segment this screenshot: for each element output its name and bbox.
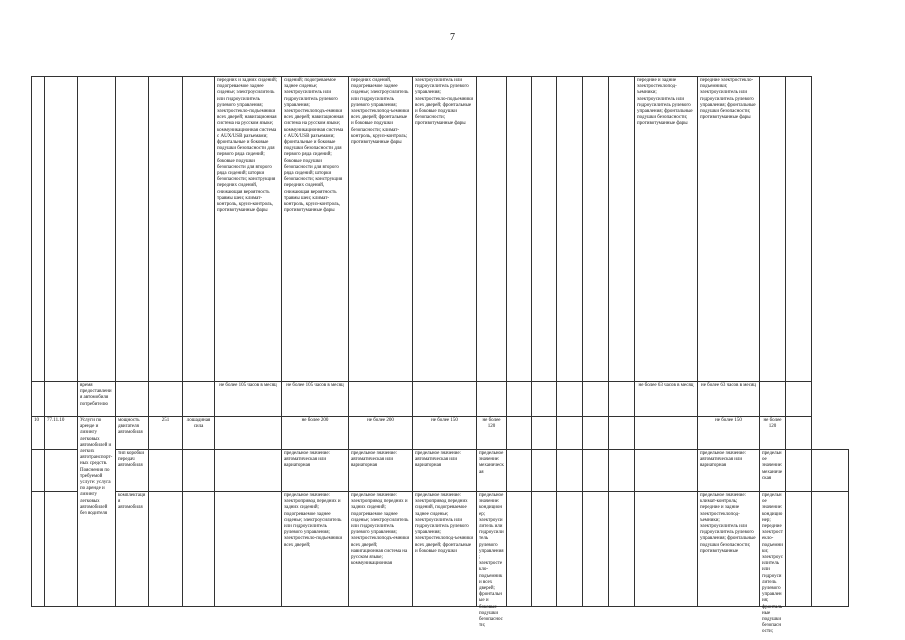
table-cell: не более 63 часов в месяц: [635, 382, 698, 417]
table-cell: [215, 450, 282, 492]
table-cell: [583, 417, 609, 450]
table-cell: [477, 382, 507, 417]
table-cell: [786, 77, 812, 382]
table-cell: [507, 492, 532, 607]
table-cell: [609, 77, 635, 382]
table-cell: предельное значение: автоматическая или вариаторная: [349, 450, 413, 492]
row-number: 10: [32, 417, 45, 450]
table-cell: [609, 492, 635, 607]
table-cell: [557, 492, 583, 607]
table-cell: не более 150: [413, 417, 477, 450]
table-cell: [812, 492, 849, 607]
table-cell: [557, 450, 583, 492]
table-cell: [32, 492, 45, 607]
table-cell: [760, 492, 786, 635]
table-cell: предельное значение: механическая: [760, 450, 786, 492]
table-cell: [32, 77, 45, 382]
table-cell: [698, 492, 760, 607]
table-cell: предельное значение: механическая: [477, 450, 507, 492]
table-cell: [635, 450, 698, 492]
table-cell: [149, 492, 183, 607]
cell-text: предельное значение: электропривод передних и задних сидений; подогреваемое заднее сиденье; электроусилитель или гидроусилитель рулевого управления; электростеклоподъ-емники всех дверей; навигационная система на русском языке; коммуникационная: [351, 493, 410, 567]
table-cell: [349, 492, 413, 607]
table-cell: не более 150: [698, 417, 760, 450]
table-cell: время предоставления автомобиля потребителю: [78, 382, 116, 417]
table-cell: [149, 450, 183, 492]
table-cell: [32, 382, 45, 417]
table-cell: передние электростекло-подъемники; электроусилитель или гидроусилитель рулевого управления; фронтальные подушки безопасности; противотуманные фары: [698, 77, 760, 382]
table-cell: [507, 450, 532, 492]
table-cell: [45, 77, 78, 382]
table-cell: не более 120: [477, 417, 507, 450]
table-cell: предельное значение: автоматическая или вариаторная: [698, 450, 760, 492]
table-cell: [786, 417, 812, 450]
table-cell: [507, 77, 532, 382]
table-cell: не более 105 часов в месяц: [215, 382, 282, 417]
table-cell: [183, 382, 215, 417]
table-cell: электроусилитель или гидроусилитель рулевого управления; электростекло-подъемники всех дверей; фронтальные и боковые подушки безопасности; противотуманные фары: [413, 77, 477, 382]
cell-text: предельное значение: кондиционер; электроусилитель или гидроусилитель рулевого управления; электростекло-подъемники всех дверей; фронтальные и боковые подушки безопасности;: [479, 493, 504, 629]
table-cell: [557, 382, 583, 417]
table-cell: [477, 77, 507, 382]
table-cell: [183, 77, 215, 382]
cell-text: предельное значение: кондиционер; передние электростекло-подъемники; электроусилитель или гидроусилитель рулевого управления; фронтальные подушки безопасности;: [762, 493, 783, 635]
table-cell: [149, 382, 183, 417]
table-cell: [413, 382, 477, 417]
table-cell: [760, 382, 786, 417]
table-cell: [45, 382, 78, 417]
table-cell: [45, 492, 78, 607]
table-row: [32, 417, 849, 450]
table-cell: [635, 492, 698, 607]
table-cell: не более 105 часов в месяц: [282, 382, 349, 417]
table-cell: [557, 77, 583, 382]
table-cell: [413, 492, 477, 607]
table-cell: [78, 77, 116, 382]
table-cell: предельное значение: автоматическая или вариаторная: [413, 450, 477, 492]
table-cell: [507, 417, 532, 450]
table-cell: не более 63 часов в месяц: [698, 382, 760, 417]
table-cell: [583, 382, 609, 417]
table-cell: не более 120: [760, 417, 786, 450]
table-row: [32, 492, 849, 607]
table-cell: предельное значение: автоматическая или вариаторная: [282, 450, 349, 492]
table-cell: [215, 492, 282, 607]
table-cell: [812, 450, 849, 492]
table-cell: [532, 77, 557, 382]
table-row: [32, 382, 849, 417]
table-cell: [609, 450, 635, 492]
table-cell: [507, 382, 532, 417]
table-cell: [349, 382, 413, 417]
table-cell: [532, 492, 557, 607]
table-cell: сидений; подогреваемое заднее сиденье; электроусилитель или гидроусилитель рулевого управления; электростеклоподъ-емники всех дверей; навигационная система на русском языке; коммуникационная система с AUX/USB разъемами; фронтальные и боковые подушки безопасности для первого ряда сидений; боковые подушки безопасности для второго ряда сидений; шторки безопасности; конструкция передних сидений, снижающая вероятность травмы шеи; климат-контроль, круиз-контроль, противотуманные фары: [282, 77, 349, 382]
table-cell: [609, 382, 635, 417]
table-cell: [282, 492, 349, 607]
table-cell: [116, 382, 149, 417]
table-cell: [786, 450, 812, 492]
table-cell: [532, 450, 557, 492]
unit-name: лошадиная сила: [183, 417, 215, 450]
table-cell: [786, 492, 812, 607]
service-name: Услуги по аренде и лизингу легковых автомобилей и легких автотранспорт-ных средств. Пояснения по требуемой услуге: услуга по аренде и лизингу легковых автомобилей без водителя: [78, 417, 116, 607]
table-cell: [32, 450, 45, 492]
table-cell: [215, 417, 282, 450]
table-cell: [583, 492, 609, 607]
table-cell: [183, 450, 215, 492]
table-cell: комплектация автомобиля: [116, 492, 149, 607]
table-cell: [760, 77, 786, 382]
table-cell: [786, 382, 812, 417]
table-cell: передних сидений, подогреваемое заднее сиденье; электроусилитель или гидроусилитель рулевого управления; электростеклопод-ъемники всех дверей; фронтальные и боковые подушки безопасности; климат-контроль, круиз-контроль; противотуманные фары: [349, 77, 413, 382]
cell-text: предельное значение: климат-контроль; передние и задние электростеклопод-ъемники; электроусилитель или гидроусилитель рулевого управления; фронтальные подушки безопасности; противотуманные: [700, 493, 756, 554]
table-cell: [45, 450, 78, 492]
table-cell: [583, 450, 609, 492]
cell-text: предельное значение: электропривод передних сидений, подогреваемое заднее сиденье; электроусилитель или гидроусилитель рулевого управления; электростеклопод-ъемники всех дверей; фронтальные и боковые подушки: [415, 493, 474, 554]
table-cell: [532, 417, 557, 450]
cell-text: предельное значение: электропривод передних и задних сидений; подогреваемое заднее сиденье; электроусилитель или гидроусилитель рулевого управления; электростекло-подъемники всех дверей;: [284, 493, 343, 548]
table-cell: [532, 382, 557, 417]
table-cell: [149, 77, 183, 382]
table-cell: [635, 417, 698, 450]
table-cell: тип коробки передач автомобиля: [116, 450, 149, 492]
table-cell: не более 200: [282, 417, 349, 450]
table-cell: передние и задние электростеклопод-ъемники; электроусилитель или гидроусилитель рулевого управления; фронтальные подушки безопасности; противотуманные фары: [635, 77, 698, 382]
table-cell: [183, 492, 215, 607]
table-cell: [609, 417, 635, 450]
table-cell: [583, 77, 609, 382]
table-row: [32, 77, 849, 382]
table-row: [32, 450, 849, 492]
table-cell: мощность двигателя автомобиля: [116, 417, 149, 450]
table-cell: [477, 492, 507, 629]
table-cell: [557, 417, 583, 450]
table-cell: [116, 77, 149, 382]
table-cell: передних и задних сидений; подогреваемое заднее сиденье; электроусилитель или гидроусилитель рулевого управления; электростекло-подъемники всех дверей; навигационная система на русском языке; коммуникационная система с AUX/USB разъемами; фронтальные и боковые подушки безопасности для первого ряда сидений; боковые подушки безопасности для второго ряда сидений; шторки безопасности; конструкция передних сидений, снижающая вероятность травмы шеи; климат-контроль, круиз-контроль, противотуманные фары: [215, 77, 282, 382]
unit-code: 251: [149, 417, 183, 450]
okpd-code: 77.11.10: [45, 417, 78, 450]
table-cell: не более 200: [349, 417, 413, 450]
requirements-table: [31, 76, 849, 635]
page-number: 7: [450, 32, 455, 43]
